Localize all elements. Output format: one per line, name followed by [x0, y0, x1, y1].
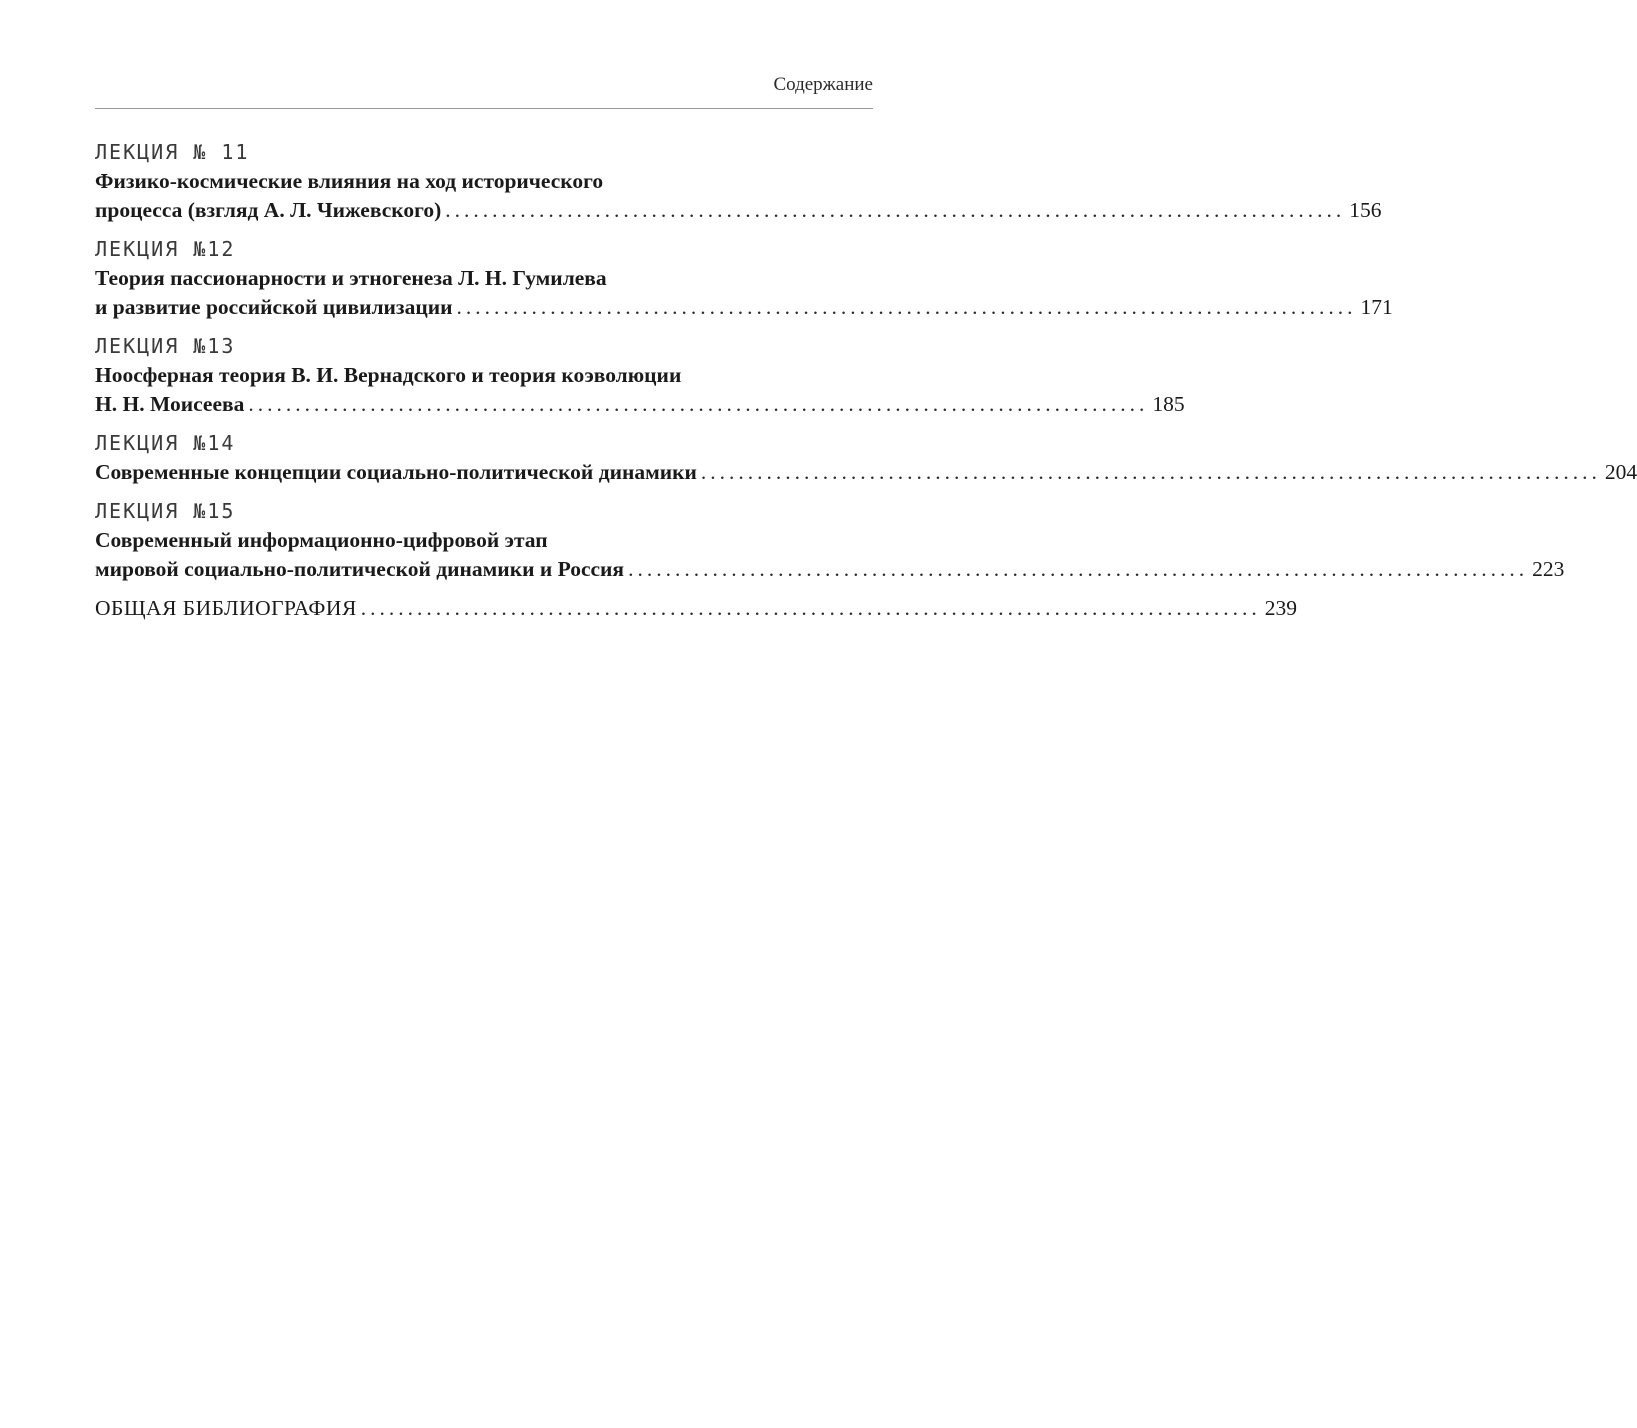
entry-title-line: Физико-космические влияния на ход исторического: [95, 169, 604, 193]
lecture-label: ЛЕКЦИЯ №12: [95, 237, 236, 261]
entry-last-line: [95, 390, 1185, 419]
lecture-label: ЛЕКЦИЯ №13: [95, 334, 236, 358]
toc-entry-lecture-11[interactable]: [95, 138, 1382, 225]
toc-entry-bibliography[interactable]: [95, 594, 1298, 623]
entry-last-line: [95, 555, 1565, 584]
entry-last-line: [95, 196, 1382, 225]
toc-entry-lecture-13[interactable]: [95, 332, 1185, 419]
entry-last-line: [95, 594, 1298, 623]
header-rule: [95, 108, 873, 109]
entry-title-end: процесса (взгляд А. Л. Чижевского): [95, 198, 442, 222]
entry-title-line: Ноосферная теория В. И. Вернадского и теория коэволюции: [95, 363, 682, 387]
page-number: 239: [1264, 596, 1298, 620]
toc-entry-lecture-14[interactable]: [95, 429, 1637, 487]
toc-entry-lecture-12[interactable]: [95, 235, 1393, 322]
entry-title-end: Н. Н. Моисеева: [95, 392, 245, 416]
entry-title-end: и развитие российской цивилизации: [95, 295, 453, 319]
dot-leader: ................................................................................................: [700, 460, 1601, 484]
entry-title-end: Современные концепции социально-политической динамики: [95, 460, 697, 484]
entry-last-line: [95, 458, 1637, 487]
page-number: 223: [1532, 557, 1565, 581]
page-number: 171: [1360, 295, 1393, 319]
lecture-label: ЛЕКЦИЯ № 11: [95, 140, 250, 164]
entry-last-line: [95, 293, 1393, 322]
entry-title-line: Современный информационно-цифровой этап: [95, 528, 548, 552]
running-head: Содержание: [773, 74, 873, 95]
page-number: 204: [1604, 460, 1637, 484]
dot-leader: ................................................................................................: [360, 596, 1261, 620]
dot-leader: ................................................................................................: [445, 198, 1346, 222]
bibliography-title: ОБЩАЯ БИБЛИОГРАФИЯ: [95, 596, 357, 620]
entry-title-end: мировой социально-политической динамики и Россия: [95, 557, 625, 581]
lecture-label: ЛЕКЦИЯ №15: [95, 499, 236, 523]
page-number: 156: [1349, 198, 1382, 222]
dot-leader: ................................................................................................: [456, 295, 1357, 319]
entry-title-line: Теория пассионарности и этногенеза Л. Н. Гумилева: [95, 266, 607, 290]
toc-entry-lecture-15[interactable]: [95, 497, 1565, 584]
table-of-contents: [95, 138, 1637, 633]
page-number: 185: [1152, 392, 1185, 416]
dot-leader: ................................................................................................: [248, 392, 1149, 416]
dot-leader: ................................................................................................: [628, 557, 1529, 581]
lecture-label: ЛЕКЦИЯ №14: [95, 431, 236, 455]
